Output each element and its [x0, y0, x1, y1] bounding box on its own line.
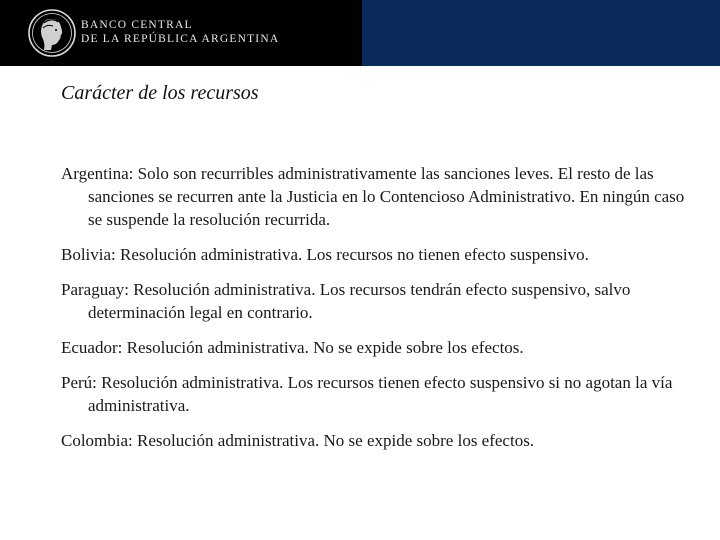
header-brand-block	[0, 0, 362, 66]
paragraph-colombia: Colombia: Resolución administrativa. No se expide sobre los efectos.	[61, 431, 535, 450]
header-accent-block	[362, 0, 720, 66]
brand-line-1: BANCO CENTRAL	[81, 19, 193, 31]
paragraph-argentina: Argentina: Solo son recurribles administrativamente las sanciones leves. El resto de las sanciones se recurren ante la Justicia en lo Contencioso Administrativo. En ningún caso se suspende la resolución recurrida.	[61, 164, 685, 229]
brand-line-2: DE LA REPÚBLICA ARGENTINA	[81, 33, 280, 45]
slide-body	[61, 162, 701, 464]
republic-profile-icon	[27, 8, 77, 58]
paragraph-paraguay: Paraguay: Resolución administrativa. Los recursos tendrán efecto suspensivo, salvo determinación legal en contrario.	[61, 280, 631, 322]
brand-name	[81, 18, 279, 46]
slide-title: Carácter de los recursos	[61, 82, 259, 104]
paragraph-peru: Perú: Resolución administrativa. Los recursos tienen efecto suspensivo si no agotan la vía administrativa.	[61, 373, 673, 415]
paragraph-ecuador: Ecuador: Resolución administrativa. No se expide sobre los efectos.	[61, 338, 524, 357]
header-bar	[0, 0, 720, 66]
paragraph-bolivia: Bolivia: Resolución administrativa. Los recursos no tienen efecto suspensivo.	[61, 245, 589, 264]
